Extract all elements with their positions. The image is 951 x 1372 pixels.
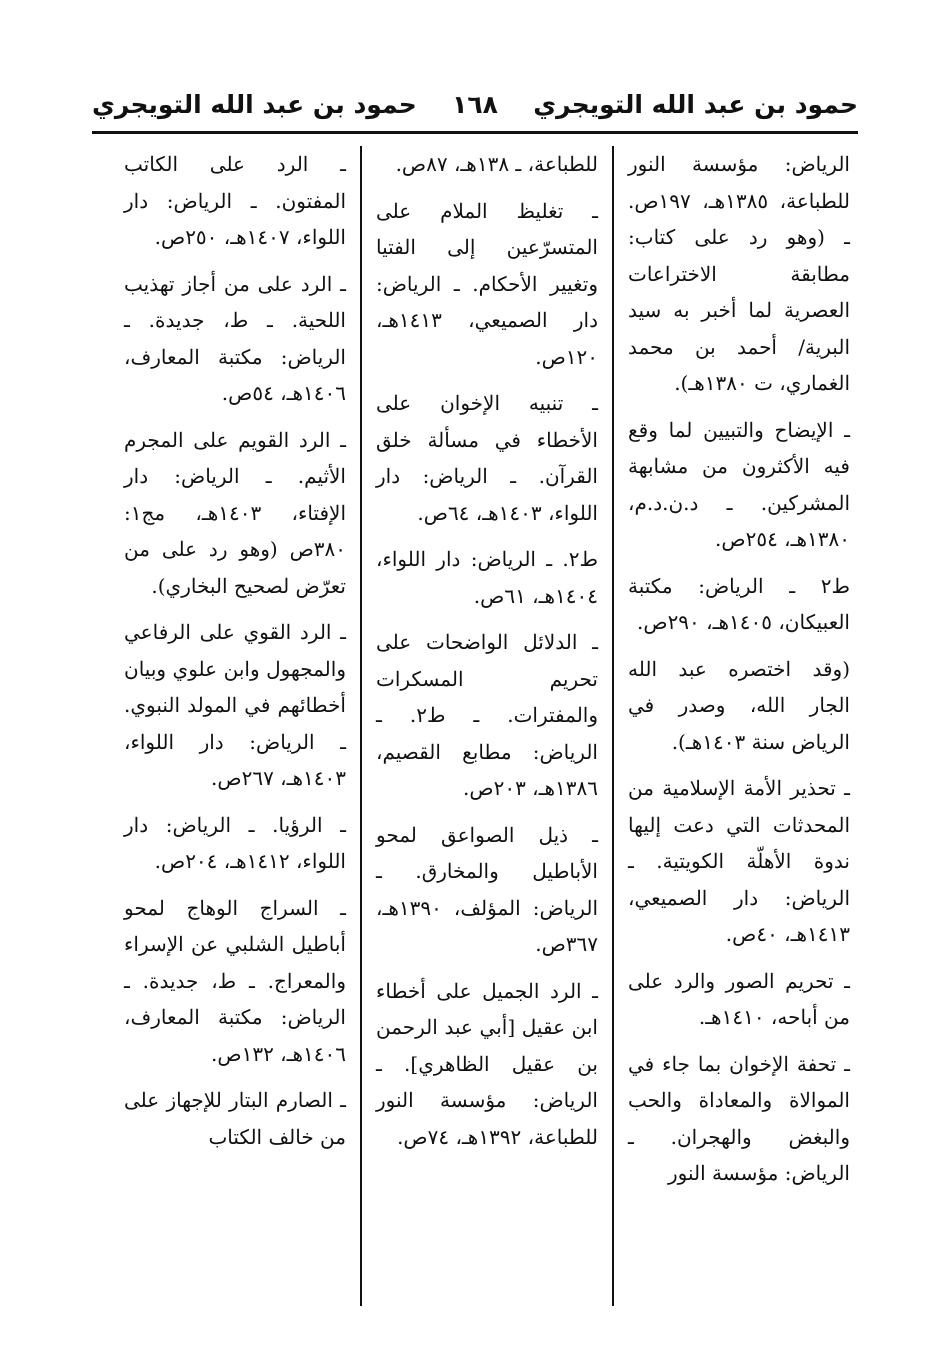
bibliography-entry: ط٢ ـ الرياض: مكتبة العبيكان، ١٤٠٥هـ، ٢٩٠ص. bbox=[628, 573, 850, 634]
bibliography-entry: ـ ذيل الصواعق لمحو الأباطيل والمخارق. ـ الرياض: المؤلف، ١٣٩٠هـ، ٣٦٧ص. bbox=[376, 822, 598, 956]
column-right bbox=[620, 146, 858, 1306]
bibliography-entry: ـ تغليظ الملام على المتسرّعين إلى الفتيا وتغيير الأحكام. ـ الرياض: دار الصميعي، ١٤١٣هـ، ١٢٠ص. bbox=[376, 198, 598, 369]
column-left bbox=[116, 146, 354, 1306]
page-number: ١٦٨ bbox=[452, 89, 498, 119]
bibliography-entry: ط٢. ـ الرياض: دار اللواء، ١٤٠٤هـ، ٦١ص. bbox=[376, 547, 598, 608]
bibliography-entry: ـ الدلائل الواضحات على تحريم المسكرات والمفترات. ـ ط٢. ـ الرياض: مطابع القصيم، ١٣٨٦هـ، ٢٠٣ص. bbox=[376, 630, 599, 800]
header-author-right: حمود بن عبد الله التويجري bbox=[533, 89, 858, 119]
bibliography-entry: ـ تحريم الصور والرد على من أباحه، ١٤١٠هـ. bbox=[628, 968, 850, 1029]
running-header bbox=[92, 84, 858, 124]
bibliography-entry: ـ الرد على الكاتب المفتون. ـ الرياض: دار اللواء، ١٤٠٧هـ، ٢٥٠ص. bbox=[124, 152, 346, 249]
column-divider bbox=[360, 146, 362, 1306]
bibliography-entry: ـ الرد القويم على المجرم الأثيم. ـ الرياض: دار الإفتاء، ١٤٠٣هـ، مج١: ٣٨٠ص (وهو رد على من تعرّض لصحيح البخاري). bbox=[124, 427, 346, 598]
bibliography-entry: ـ تحذير الأمة الإسلامية من المحدثات التي دعت إليها ندوة الأهلّة الكويتية. ـ الرياض: دار الصميعي، ١٤١٣هـ، ٤٠ص. bbox=[628, 776, 850, 946]
column-divider bbox=[612, 146, 614, 1306]
bibliography-entry: ـ الصارم البتار للإجهاز على من خالف الكتاب bbox=[124, 1088, 346, 1149]
bibliography-entry: ـ الرد القوي على الرفاعي والمجهول وابن علوي وبيان أخطائهم في المولد النبوي. ـ الرياض: دار اللواء، ١٤٠٣هـ، ٢٦٧ص. bbox=[124, 620, 346, 790]
header-author-left: حمود بن عبد الله التويجري bbox=[92, 89, 417, 119]
bibliography-entry: ـ السراج الوهاج لمحو أباطيل الشلبي عن الإسراء والمعراج. ـ ط، جديدة. ـ الرياض: مكتبة المعارف، ١٤٠٦هـ، ١٣٢ص. bbox=[124, 895, 346, 1066]
bibliography-entry: ـ الرد على من أجاز تهذيب اللحية. ـ ط، جديدة. ـ الرياض: مكتبة المعارف، ١٤٠٦هـ، ٥٤ص. bbox=[124, 271, 346, 405]
bibliography-entry: ـ تنبيه الإخوان على الأخطاء في مسألة خلق القرآن. ـ الرياض: دار اللواء، ١٤٠٣هـ، ٦٤ص. bbox=[376, 391, 598, 525]
header-rule bbox=[92, 131, 858, 134]
column-middle bbox=[368, 146, 606, 1306]
bibliography-entry: للطباعة، ـ ١٣٨هـ، ٨٧ص. bbox=[395, 152, 598, 176]
bibliography-entry: ـ الإيضاح والتبيين لما وقع فيه الأكثرون من مشابهة المشركين. ـ د.ن.د.م، ١٣٨٠هـ، ٢٥٤ص. bbox=[628, 417, 850, 551]
bibliography-entry: ـ الرد الجميل على أخطاء ابن عقيل [أبي عبد الرحمن بن عقيل الظاهري]. ـ الرياض: مؤسسة النور للطباعة، ١٣٩٢هـ، ٧٤ص. bbox=[376, 978, 598, 1149]
bibliography-entry: ـ تحفة الإخوان بما جاء في الموالاة والمعاداة والحب والبغض والهجران. ـ الرياض: مؤسسة النور bbox=[628, 1051, 850, 1185]
bibliography-entry: الرياض: مؤسسة النور للطباعة، ١٣٨٥هـ، ١٩٧ص. ـ (وهو رد على كتاب: مطابقة الاختراعات العصرية لما أخبر به سيد البرية/ أحمد بن محمد الغماري، ت ١٣٨٠هـ). bbox=[628, 152, 850, 395]
bibliography-entry: ـ الرؤيا. ـ الرياض: دار اللواء، ١٤١٢هـ، ٢٠٤ص. bbox=[124, 812, 346, 873]
text-columns bbox=[92, 146, 858, 1306]
bibliography-entry: (وقد اختصره عبد الله الجار الله، وصدر في الرياض سنة ١٤٠٣هـ). bbox=[628, 656, 850, 754]
